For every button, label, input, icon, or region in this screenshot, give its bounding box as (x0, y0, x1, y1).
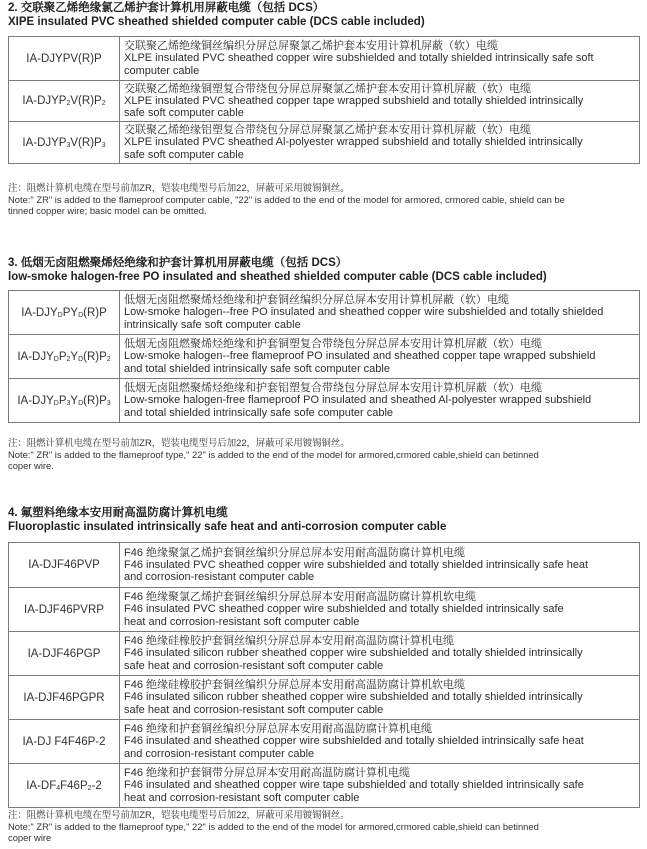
description-en: XLPE insulated PVC sheathed copper tape wrapped subshield and totally shielded intrinsically (124, 94, 584, 107)
description-cn: F46 绝缘和护套铜带分屏总屏本安用耐高温防腐计算机电缆 (124, 767, 411, 780)
description-en: XLPE insulated PVC sheathed copper wire subshielded and totally shielded intrinsically safe soft (124, 52, 594, 65)
section-2-title-en: XIPE insulated PVC sheathed shielded computer cable (DCS cable included) (8, 16, 425, 28)
model-code: $IA-DJYP_2V(R)P_2$ (9, 81, 120, 122)
model-code: $IA-DJY_DP_2Y_D(R)P_2$ (9, 335, 120, 379)
description-en: XLPE insulated PVC sheathed Al-polyester wrapped subshield and totally shielded intrinsically (124, 136, 583, 149)
section-2-heading (8, 1, 640, 29)
table-row (9, 632, 640, 676)
description-en-cont: safe heat and corrosion-resistant soft computer cable (124, 703, 384, 716)
description-cn: F46 绝缘聚氯乙烯护套铜丝编织分屏总屏本安用耐高温防腐计算机电缆 (124, 546, 466, 559)
description-cn: F46 绝缘硅橡胶护套铜丝编织分屏总屏本安用耐高温防腐计算机软电缆 (124, 679, 466, 692)
description-cn: F46 绝缘聚氯乙烯护套铜丝编织分屏总屏本安用耐高温防腐计算机软电缆 (124, 591, 477, 604)
note-cn: 注：阻燃计算机电缆在型号前加ZR，铠装电缆型号后加22，屏蔽可采用镀锡铜丝。 (8, 437, 350, 448)
description-en-cont: intrinsically safe soft computer cable (124, 318, 301, 331)
model-code: IA-DJF46PGPR (9, 676, 120, 720)
description-en: F46 insulated PVC sheathed copper wire subshielded and totally shielded intrinsically safe (124, 603, 564, 616)
cable-description (120, 379, 640, 423)
description-cn: 交联聚乙烯绝缘铜丝编织分屏总屏聚氯乙烯护套本安用计算机屏蔽（软）电缆 (124, 40, 498, 53)
description-en: Low-smoke halogen--free PO insulated and sheathed copper wire subshielded and totally shielded (124, 306, 604, 319)
description-cn: 交联聚乙烯绝缘铜塑复合带绕包分屏总屏聚氯乙烯护套本安用计算机屏蔽（软）电缆 (124, 82, 531, 95)
section-3-heading (8, 256, 640, 284)
note-en: Note:" ZR" is added to the flameproof computer cable, "22" is added to the end of the model for armored, crmored cable, shield can be (8, 193, 565, 205)
description-en: F46 insulated and sheathed copper wire subshielded and totally shielded intrinsically safe heat (124, 735, 584, 748)
section-4-heading (8, 506, 640, 534)
cable-description (120, 676, 640, 720)
description-en-cont: heat and corrosion-resistant soft computer cable (124, 615, 360, 628)
model-code: IA-DJYPV(R)P (9, 37, 120, 81)
section-2-title-cn: 2. 交联聚乙烯绝缘氯乙烯护套计算机用屏蔽电缆（包括 DCS） (8, 2, 325, 14)
note-en-cont: coper wire. (8, 460, 54, 471)
description-cn: 低烟无卤阻燃聚烯烃绝缘和护套铜丝编织分屏总屏本安用计算机屏蔽（软）电缆 (124, 294, 509, 307)
model-code: $IA-DJY_DPY_D(R)P$ (9, 291, 120, 335)
table-row (9, 720, 640, 764)
description-en: F46 insulated and sheathed copper wire tape subshielded and totally shielded intrinsically safe (124, 779, 584, 792)
model-code: IA-DJF46PVP (9, 543, 120, 588)
description-en: F46 insulated silicon rubber sheathed copper wire subshielded and totally shielded intrinsically (124, 691, 583, 704)
cable-description (120, 543, 640, 588)
model-code: IA-DJF46PVRP (9, 588, 120, 632)
description-cn: 交联聚乙烯绝缘铝塑复合带绕包分屏总屏聚氯乙烯护套本安用计算机屏蔽（软）电缆 (124, 124, 531, 137)
description-en: F46 insulated PVC sheathed copper wire subshielded and totally shielded intrinsically safe heat (124, 558, 589, 571)
section-4-title-en: Fluoroplastic insulated intrinsically safe heat and anti-corrosion computer cable (8, 521, 447, 533)
table-row (9, 37, 640, 81)
table-row (9, 122, 640, 164)
section-2-table (8, 36, 640, 164)
description-cn: F46 绝缘和护套铜丝编织分屏总屏本安用耐高温防腐计算机电缆 (124, 723, 433, 736)
description-en-cont: heat and corrosion-resistant soft computer cable (124, 791, 360, 804)
description-en-cont: and corrosion-resistant computer cable (124, 747, 315, 760)
cable-description (120, 632, 640, 676)
description-en: Low-smoke halogen-free flameproof PO insulated and sheathed Al-polyester wrapped subshield (124, 394, 592, 407)
note-cn: 注：阻燃计算机电缆在型号前加ZR，铠装电缆型号后加22，屏蔽可采用镀锡铜丝。 (8, 809, 350, 820)
table-row (9, 335, 640, 379)
table-row (9, 676, 640, 720)
note-en-cont: coper wire (8, 832, 52, 843)
table-row (9, 588, 640, 632)
cable-description (120, 291, 640, 335)
description-en-cont: safe soft computer cable (124, 107, 244, 120)
cable-description (120, 122, 640, 164)
description-en: F46 insulated silicon rubber sheathed copper wire subshielded and totally shielded intrinsically (124, 647, 583, 660)
description-en-cont: and corrosion-resistant computer cable (124, 571, 315, 584)
section-3-title-en: low-smoke halogen-free PO insulated and sheathed shielded computer cable (DCS cable included) (8, 271, 547, 283)
model-code: $IA-DJYP_3V(R)P_3$ (9, 122, 120, 164)
table-row (9, 764, 640, 808)
table-row (9, 543, 640, 588)
description-cn: 低烟无卤阻燃聚烯烃绝缘和护套铝塑复合带绕包分屏总屏本安用计算机屏蔽（软）电缆 (124, 382, 542, 395)
cable-description (120, 335, 640, 379)
description-cn: F46 绝缘硅橡胶护套铜丝编织分屏总屏本安用耐高温防腐计算机电缆 (124, 635, 455, 648)
section-4-note (8, 809, 640, 844)
table-row (9, 291, 640, 335)
description-en-cont: computer cable (124, 64, 200, 77)
table-row (9, 379, 640, 423)
description-en: Low-smoke halogen--free flameproof PO insulated and sheathed copper tape wrapped subshield (124, 350, 596, 363)
section-3-title-cn: 3. 低烟无卤阻燃聚烯烃绝缘和护套计算机用屏蔽电缆（包括 DCS） (8, 257, 348, 269)
cable-description (120, 81, 640, 122)
note-cn: 注：阻燃计算机电缆在型号前加ZR，铠装电缆型号后加22，屏蔽可采用镀锡铜丝。 (8, 182, 350, 193)
model-code: $IA-DF_4F46P_2-2$ (9, 764, 120, 808)
section-4-title-cn: 4. 氟塑料绝缘本安用耐高温防腐计算机电缆 (8, 507, 228, 519)
section-3-note (8, 437, 640, 472)
cable-description (120, 37, 640, 81)
section-3-table (8, 290, 640, 423)
note-en: Note:" ZR" is added to the flameproof type," 22" is added to the end of the model for armored,crmored cable,shield can betinned (8, 448, 539, 460)
description-en-cont: safe heat and corrosion-resistant soft computer cable (124, 659, 384, 672)
section-4-table (8, 542, 640, 808)
description-en-cont: safe soft computer cable (124, 148, 244, 161)
model-code: IA-DJ F4F46P-2 (9, 720, 120, 764)
cable-description (120, 588, 640, 632)
note-en: Note:" ZR" is added to the flameproof type," 22" is added to the end of the model for armored,crmored cable,shield can betinned (8, 820, 539, 832)
table-row (9, 81, 640, 122)
description-cn: 低烟无卤阻燃聚烯烃绝缘和护套铜塑复合带绕包分屏总屏本安用计算机屏蔽（软）电缆 (124, 338, 542, 351)
note-en-cont: tinned copper wire; basic model can be omitted. (8, 205, 207, 216)
cable-description (120, 764, 640, 808)
description-en-cont: and total shielded intrinsically safe soft computer cable (124, 362, 390, 375)
section-2-note (8, 182, 640, 217)
description-en-cont: and total shielded intrinsically safe sofe computer cable (124, 406, 394, 419)
cable-description (120, 720, 640, 764)
model-code: IA-DJF46PGP (9, 632, 120, 676)
model-code: $IA-DJY_DP_3Y_D(R)P_3$ (9, 379, 120, 423)
